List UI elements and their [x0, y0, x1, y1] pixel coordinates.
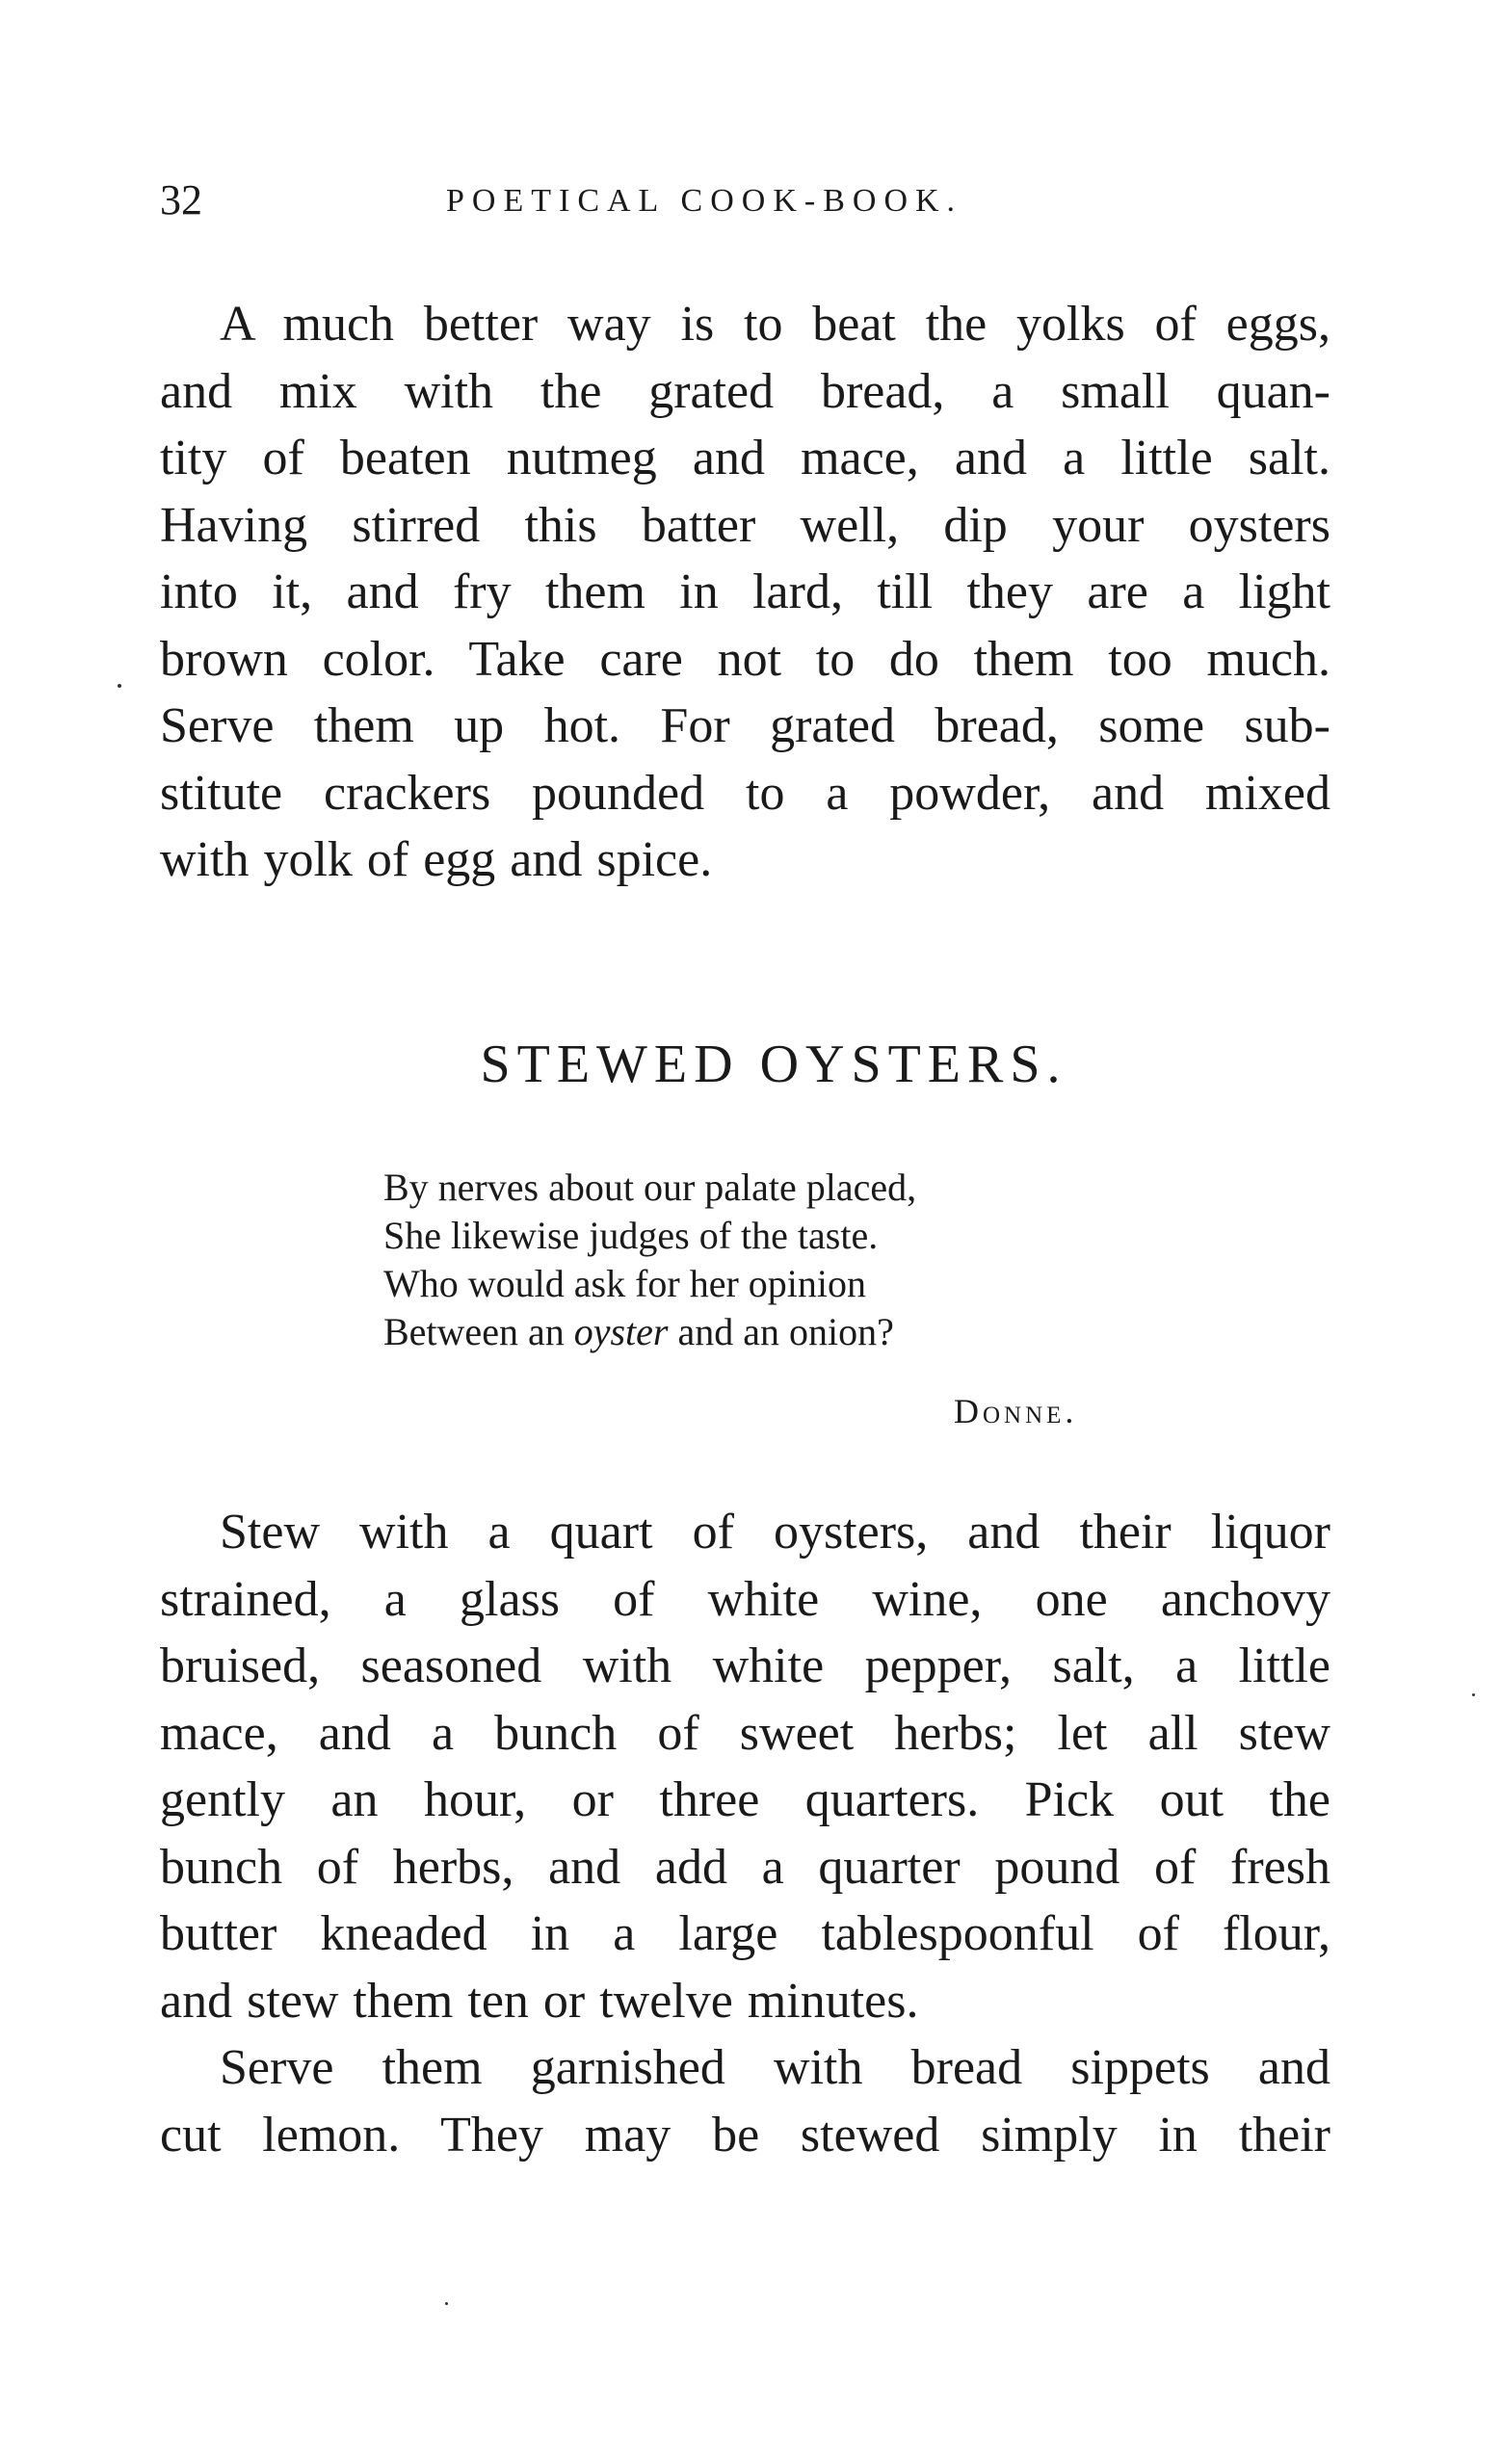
verse-italic-word: oyster [573, 1310, 669, 1353]
text-line: tity of beaten nutmeg and mace, and a little salt. [160, 431, 1330, 485]
text-line: Having stirred this batter well, dip your oysters [160, 497, 1330, 553]
text-line: Serve them garnished with bread sippets and [220, 2040, 1330, 2095]
ink-speck [118, 684, 121, 688]
paragraph-stew-method [160, 1499, 1330, 2034]
text-line: brown color. Take care not to do them too much. [160, 631, 1330, 687]
text-line: bruised, seasoned with white pepper, salt, a little [160, 1638, 1330, 1693]
text-line: gently an hour, or three quarters. Pick out the [160, 1772, 1330, 1827]
text-line: bunch of herbs, and add a quarter pound of fresh [160, 1839, 1330, 1895]
ink-speck [1472, 1693, 1475, 1696]
running-title: POETICAL COOK-BOOK. [446, 183, 963, 219]
text-line: A much better way is to beat the yolks of eggs, [220, 297, 1330, 352]
text-line: strained, a glass of white wine, one anchovy [160, 1571, 1330, 1627]
section-title: STEWED OYSTERS. [480, 1035, 1067, 1094]
page-number: 32 [160, 176, 202, 223]
paragraph-serving [160, 2034, 1330, 2168]
text-line: Stew with a quart of oysters, and their liquor [220, 1505, 1330, 1560]
paragraph-batter-method [160, 291, 1330, 894]
verse-text: and an onion? [668, 1310, 894, 1353]
text-line: cut lemon. They may be stewed simply in their [160, 2107, 1330, 2163]
text-line: stitute crackers pounded to a powder, and mixed [160, 765, 1330, 821]
text-line: into it, and fry them in lard, till they are a light [160, 564, 1330, 619]
verse-line [383, 1308, 1116, 1356]
text-line: mace, and a bunch of sweet herbs; let all stew [160, 1705, 1330, 1761]
page-header [160, 171, 1335, 229]
verse-text: Between an [383, 1310, 574, 1353]
text-line: and stew them ten or twelve minutes. [160, 1973, 919, 2029]
epigraph-attribution: Donne. [954, 1392, 1078, 1430]
verse-line: By nerves about our palate placed, [383, 1166, 917, 1209]
text-line: with yolk of egg and spice. [160, 832, 713, 887]
verse-line: Who would ask for her opinion [383, 1262, 867, 1305]
text-line: butter kneaded in a large tablespoonful of flour, [160, 1906, 1330, 1961]
text-line: and mix with the grated bread, a small quan- [160, 363, 1330, 419]
ink-speck [445, 2302, 448, 2305]
verse-line: She likewise judges of the taste. [383, 1214, 879, 1257]
text-line: Serve them up hot. For grated bread, some sub- [160, 698, 1330, 753]
epigraph [383, 1164, 1116, 1356]
